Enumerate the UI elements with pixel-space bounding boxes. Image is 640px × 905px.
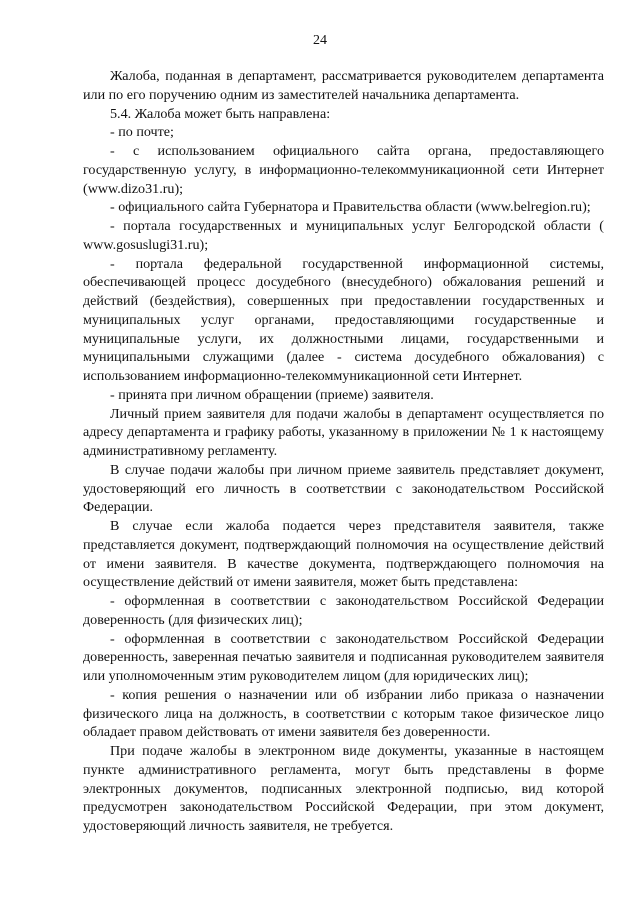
list-item-appointment-decision: - копия решения о назначении или об избрании либо приказа о назначении физического лица на должность, в соответствии с которым такое физическое лицо обладает правом действовать от имени заявителя без доверенности. [83,686,604,741]
page-number: 24 [313,33,327,48]
list-item-governor-site: - официального сайта Губернатора и Правительства области (www.belregion.ru); [110,199,591,216]
document-body [83,67,604,836]
list-item-official-site: - с использованием официального сайта органа, предоставляющего государственную услугу, в информационно-телекоммуникационной сети Интернет (www.dizo31.ru); [83,143,604,197]
paragraph-complaint-review: Жалоба, поданная в департамент, рассматривается руководителем департамента или по его поручению одним из заместителей начальника департамента. [83,68,604,103]
paragraph-personal-reception: Личный прием заявителя для подачи жалобы в департамент осуществляется по адресу департамента и графику работы, указанному в приложении № 1 к настоящему административному регламенту. [83,405,604,459]
list-item-by-mail: - по почте; [110,124,174,141]
list-item-legal-entity-power-of-attorney: - оформленная в соответствии с законодательством Российской Федерации доверенность, заверенная печатью заявителя и подписанная руководителем заявителя или уполномоченным этим руководителем лицом (для юридических лиц); [83,630,604,684]
list-item-gosuslugi-portal: - портала государственных и муниципальных услуг Белгородской области ( www.gosuslugi31.ru); [83,218,604,253]
list-item-personal-visit: - принята при личном обращении (приеме) заявителя. [110,386,434,403]
paragraph-representative: В случае если жалоба подается через представителя заявителя, также представляется документ, подтверждающий полномочия на осуществление действий от имени заявителя. В качестве документа, подтверждающего полномочия на осуществление действий от имени заявителя, может быть представлена: [83,518,604,591]
paragraph-identity-document: В случае подачи жалобы при личном приеме заявитель представляет документ, удостоверяющий его личность в соответствии с законодательством Российской Федерации. [83,461,604,516]
list-item-federal-portal: - портала федеральной государственной информационной системы, обеспечивающей процесс досудебного (внесудебного) обжалования решений и действий (бездействия), совершенных при предоставлении государственных и муниципальных услуг органами, предоставляющими государственные и муниципальные услуги, их должностными лицами, государственными и муниципальными служащими (далее - система досудебного обжалования) с использованием информационно-телекоммуникационной сети Интернет. [83,255,604,384]
list-item-individual-power-of-attorney: - оформленная в соответствии с законодательством Российской Федерации доверенность (для физических лиц); [83,593,604,628]
paragraph-electronic-submission: При подаче жалобы в электронном виде документы, указанные в настоящем пункте административного регламента, могут быть представлены в форме электронных документов, подписанных электронной подписью, вид которой предусмотрен законодательством Российской Федерации, при этом документ, удостоверяющий личность заявителя, не требуется. [83,743,604,834]
paragraph-section-5-4: 5.4. Жалоба может быть направлена: [110,105,331,122]
